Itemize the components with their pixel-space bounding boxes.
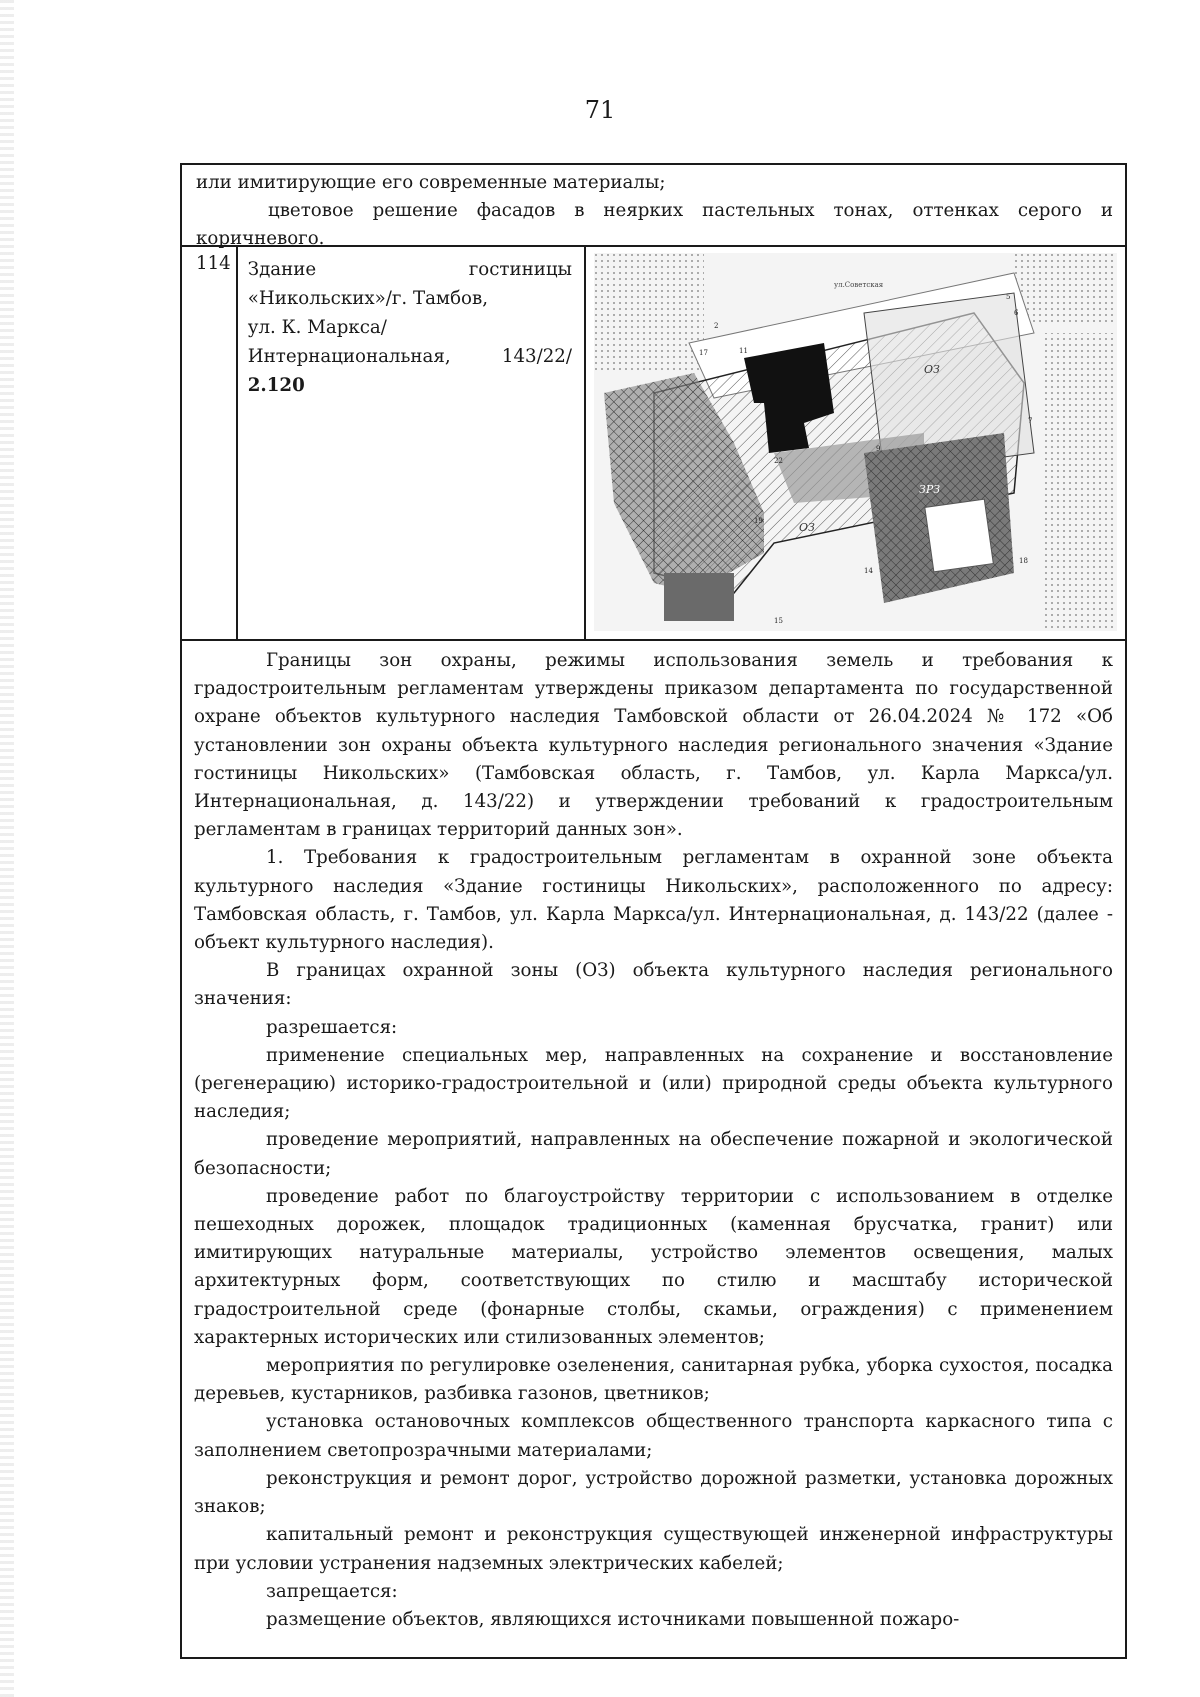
point-label: 6 <box>1014 309 1019 317</box>
point-label: 18 <box>1019 557 1028 565</box>
body-paragraph: реконструкция и ремонт дорог, устройство дорожной разметки, установка дорожных знаков; <box>194 1467 1113 1518</box>
point-label: 17 <box>699 349 708 357</box>
point-label: 11 <box>739 347 748 355</box>
building-bottom <box>664 573 734 621</box>
point-label: 15 <box>774 617 783 625</box>
zone-map <box>594 253 1117 631</box>
continuation-line: цветовое решение фасадов в неярких пастельных тонах, оттенках серого и коричневого. <box>196 200 1113 249</box>
green-area <box>594 253 704 373</box>
object-name-line: Здание гостиницы <box>247 259 572 280</box>
object-name-line: «Никольских»/г. Тамбов, <box>247 288 488 309</box>
object-number: 114 <box>182 247 238 639</box>
body-paragraph: разрешается: <box>266 1016 398 1038</box>
table-row-object <box>182 247 1125 641</box>
zone-label: ОЗ <box>799 521 815 534</box>
zone-map-cell <box>586 247 1125 639</box>
table-row-continuation <box>182 165 1125 247</box>
point-label: 7 <box>1028 417 1033 425</box>
table-row-requirements <box>182 641 1125 1657</box>
zone-label: ОЗ <box>924 363 940 376</box>
object-name-line: ул. К. Маркса/ <box>247 317 387 338</box>
body-paragraph: размещение объектов, являющихся источниками повышенной пожаро- <box>266 1608 960 1630</box>
body-paragraph: проведение работ по благоустройству территории с использованием в отделке пешеходных дорожек, площадок традиционных (каменная брусчатка, гранит) или имитирующих натуральные материалы, устройство элементов освещения, малых архитектурных форм, соответствующих по стилю и масштабу исторической градостроительной среде (фонарные столбы, скамьи, ограждения) с применением характерных исторических или стилизованных элементов; <box>194 1185 1113 1348</box>
body-paragraph: применение специальных мер, направленных на сохранение и восстановление (регенерацию) историко-градостроительной и (или) природной среды объекта культурного наследия; <box>194 1044 1113 1123</box>
body-paragraph: запрещается: <box>266 1580 398 1602</box>
zone-label: ЗРЗ <box>919 483 941 496</box>
body-paragraph: 1. Требования к градостроительным регламентам в охранной зоне объекта культурного наследия «Здание гостиницы Никольских», расположенного по адресу: Тамбовская область, г. Тамбов, ул. Карла Маркса/ул. Интернациональная, д. 143/22 (далее - объект культурного наследия). <box>194 847 1113 954</box>
green-area <box>1014 253 1117 323</box>
body-paragraph: проведение мероприятий, направленных на обеспечение пожарной и экологической безопасности; <box>194 1129 1113 1179</box>
street-label: ул.Советская <box>834 281 884 289</box>
point-label: 9 <box>876 445 881 453</box>
green-area <box>1044 333 1117 631</box>
heritage-table <box>180 163 1127 1659</box>
object-name-line: Интернациональная, 143/22/ <box>247 346 572 367</box>
object-name-cell <box>238 247 586 639</box>
point-label: 2 <box>714 322 719 330</box>
body-paragraph: В границах охранной зоны (ОЗ) объекта культурного наследия регионального значения: <box>194 960 1113 1010</box>
body-paragraph: установка остановочных комплексов общественного транспорта каркасного типа с заполнением светопрозрачными материалами; <box>194 1411 1113 1461</box>
point-label: 14 <box>864 567 873 575</box>
body-paragraph: мероприятия по регулировке озеленения, санитарная рубка, уборка сухостоя, посадка деревьев, кустарников, разбивка газонов, цветников; <box>194 1355 1113 1405</box>
body-paragraph: капитальный ремонт и реконструкция существующей инженерной инфраструктуры при условии устранения надземных электрических кабелей; <box>194 1524 1113 1574</box>
white-building <box>925 499 993 572</box>
object-code: 2.120 <box>247 375 305 396</box>
point-label: 22 <box>774 457 783 465</box>
continuation-line: или имитирующие его современные материалы; <box>196 172 666 193</box>
point-label: 19 <box>754 517 763 525</box>
body-paragraph: Границы зон охраны, режимы использования земель и требования к градостроительным регламентам утверждены приказом департамента по государственной охране объектов культурного наследия Тамбовской области от 26.04.2024 № 172 «Об установлении зон охраны объекта культурного наследия регионального значения «Здание гостиницы Никольских» (Тамбовская область, г. Тамбов, ул. Карла Маркса/ул. Интернациональная, д. 143/22) и утверждении требований к градостроительным регламентам в границах территорий данных зон». <box>194 650 1113 841</box>
scan-edge <box>0 0 14 1697</box>
page-number: 71 <box>584 96 616 124</box>
point-label: 5 <box>1006 293 1011 301</box>
